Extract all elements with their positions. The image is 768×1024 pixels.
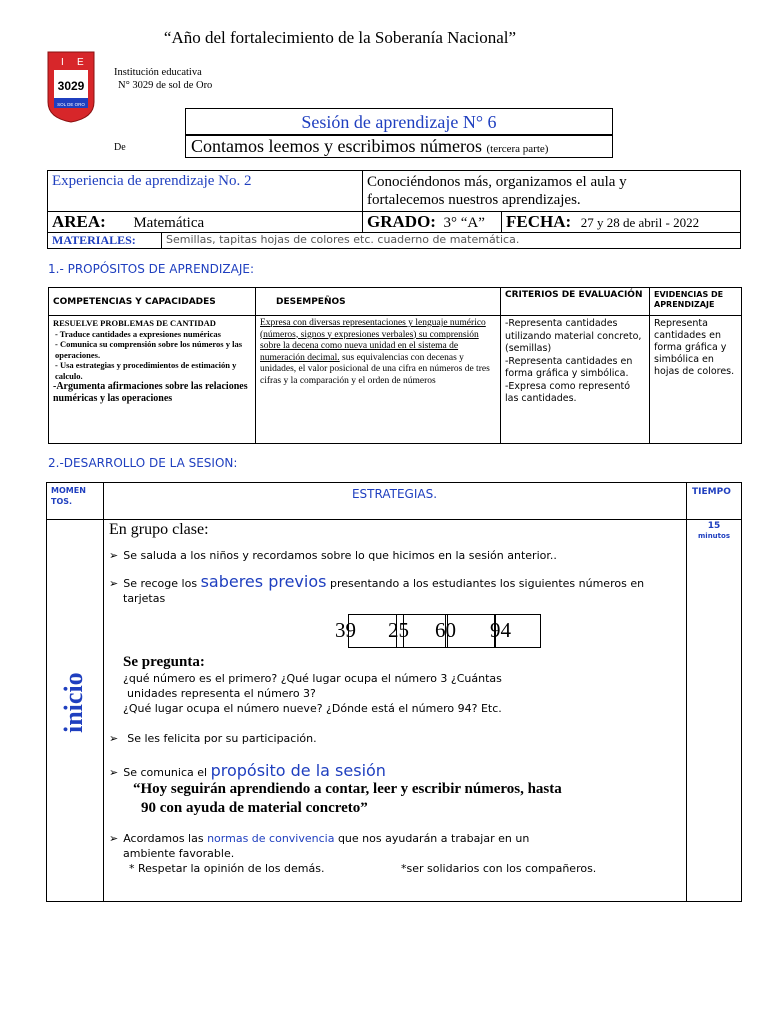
proposito-quote-2: 90 con ayuda de material concreto” — [141, 800, 368, 816]
card-number-3: 60 — [435, 618, 456, 642]
card-number-2: 25 — [388, 618, 409, 642]
experiencia-desc-cell — [363, 171, 741, 212]
section1-heading: 1.- PROPÓSITOS DE APRENDIZAJE: — [48, 262, 255, 276]
info-table — [47, 170, 741, 249]
school-shield-icon — [46, 50, 96, 124]
header-estrategias: ESTRATEGIAS. — [351, 487, 438, 501]
area-cell — [48, 212, 363, 233]
momento-label: inicio — [59, 672, 88, 733]
fecha-cell — [502, 212, 741, 233]
item-saberes — [109, 574, 683, 606]
tiempo-value: 15 — [707, 521, 721, 531]
capacidad-4: -Argumenta afirmaciones sobre las relaciones numéricas y las operaciones — [53, 381, 248, 404]
de-label: De — [114, 142, 126, 153]
estrategias-content — [109, 521, 683, 876]
criterio-1: -Representa cantidades utilizando material concreto, (semillas) — [505, 318, 642, 354]
institution-name — [114, 66, 212, 92]
normas-list — [109, 861, 683, 876]
experiencia-desc-2: fortalecemos nuestros aprendizajes. — [367, 192, 581, 208]
experiencia-desc-1: Conociéndonos más, organizamos el aula y — [367, 174, 627, 190]
pregunta-1: ¿qué número es el primero? ¿Qué lugar ocupa el número 3 ¿Cuántas — [123, 672, 502, 685]
area-label: AREA: — [52, 212, 106, 231]
fecha-value: 27 y 28 de abril - 2022 — [580, 215, 700, 230]
session-topic: Contamos leemos y escribimos números — [191, 136, 482, 156]
logo-band-text: SOL DE ORO — [57, 102, 85, 107]
item-felicita — [109, 732, 683, 745]
grado-value: 3° “A” — [443, 215, 485, 231]
institution-line-2: N° 3029 de sol de Oro — [118, 80, 213, 91]
evidencias-cell: Representa cantidades en forma gráfica y simbólica en hojas de colores. — [650, 316, 742, 444]
session-topic-box — [185, 134, 613, 158]
header-competencias: COMPETENCIAS Y CAPACIDADES — [49, 288, 256, 316]
item-saberes-c: presentando a los estudiantes los siguientes números en tarjetas — [123, 577, 645, 605]
item-normas — [109, 832, 683, 846]
card-number-4: 94 — [490, 618, 511, 642]
grado-label: GRADO: — [367, 212, 436, 231]
criterio-2: -Representa cantidades en forma gráfica y simbólica. — [505, 355, 633, 379]
se-pregunta: Se pregunta: — [123, 654, 205, 670]
item-normas-line-2: ambiente favorable. — [123, 847, 235, 860]
experiencia-cell: Experiencia de aprendizaje No. 2 — [48, 171, 363, 212]
item-saberes-b: saberes previos — [200, 572, 327, 591]
area-value: Matemática — [133, 215, 205, 231]
norma-1: * Respetar la opinión de los demás. — [129, 862, 325, 875]
col-divider-1 — [103, 483, 104, 901]
item-felicita-text: Se les felicita por su participación. — [127, 732, 317, 745]
logo-number: 3029 — [57, 79, 85, 93]
capacidad-2: - Comunica su comprensión sobre los números y las operaciones. — [55, 339, 243, 360]
desarrollo-table — [46, 482, 742, 902]
proposito-quote — [109, 780, 683, 818]
tiempo-cell — [687, 521, 741, 541]
pregunta-2: unidades representa el número 3? — [127, 687, 316, 700]
materiales-value: Semillas, tapitas hojas de colores etc. cuaderno de matemática. — [162, 233, 741, 249]
desempeno-cell — [256, 316, 501, 444]
item-proposito-a: Se comunica el — [123, 766, 211, 779]
item-proposito — [109, 761, 683, 780]
item-saludo-text: Se saluda a los niños y recordamos sobre lo que hicimos en la sesión anterior.. — [123, 549, 557, 562]
capacidad-1: - Traduce cantidades a expresiones numéricas — [55, 328, 221, 339]
document-motto: “Año del fortalecimiento de la Soberanía Nacional” — [163, 28, 517, 47]
competencia-title: RESUELVE PROBLEMAS DE CANTIDAD — [53, 318, 216, 328]
grupo-clase-label: En grupo clase: — [109, 521, 209, 538]
item-proposito-b: propósito de la sesión — [210, 761, 386, 780]
number-cards — [109, 614, 683, 650]
propositos-table — [48, 287, 742, 444]
proposito-quote-1: “Hoy seguirán aprendiendo a contar, leer y escribir números, hasta — [133, 781, 562, 797]
desempeno-underlined: Expresa con diversas representaciones y lenguaje numérico (números, signos y expresiones verbales) su comprensión sobre la decena como nueva unidad en el sistema de numeración decimal. — [260, 318, 486, 363]
header-evidencias: EVIDENCIAS DE APRENDIZAJE — [650, 288, 742, 316]
col-divider-2 — [686, 483, 687, 901]
item-normas-c: que nos ayudarán a trabajar en un — [334, 832, 530, 845]
competencia-cell — [49, 316, 256, 444]
pregunta-3: ¿Qué lugar ocupa el número nueve? ¿Dónde está el número 94? Etc. — [123, 702, 502, 715]
item-normas-b: normas de convivencia — [207, 832, 335, 845]
institution-line-1: Institución educativa — [114, 67, 202, 78]
school-logo — [46, 50, 96, 124]
materiales-label: MATERIALES: — [48, 233, 162, 249]
capacidad-3: - Usa estrategias y procedimientos de estimación y calculo. — [55, 360, 237, 381]
card-number-1: 39 — [335, 618, 356, 642]
item-saludo — [109, 549, 683, 562]
criterios-cell — [501, 316, 650, 444]
logo-letter-e: E — [77, 57, 84, 68]
session-topic-note: (tercera parte) — [486, 143, 549, 155]
logo-letter-i: I — [61, 57, 64, 68]
header-criterios: CRITERIOS DE EVALUACIÓN — [501, 288, 650, 316]
preguntas — [109, 671, 683, 716]
header-tiempo: TIEMPO — [692, 487, 731, 497]
norma-2: *ser solidarios con los compañeros. — [401, 862, 597, 875]
session-title: Sesión de aprendizaje N° 6 — [301, 112, 497, 132]
section2-heading: 2.-DESARROLLO DE LA SESION: — [48, 456, 238, 470]
item-normas-a: Acordamos las — [123, 832, 208, 845]
item-saberes-a: Se recoge los — [123, 577, 201, 590]
criterio-3: -Expresa como representó las cantidades. — [505, 380, 631, 404]
tiempo-unit: minutos — [698, 532, 730, 540]
desempeno-rest: sus equivalencias con decenas y unidades, el valor posicional de una cifra en números de tres cifras y la comparación y el orden de números — [260, 352, 490, 386]
fecha-label: FECHA: — [506, 212, 572, 231]
grado-cell — [363, 212, 502, 233]
session-title-box — [185, 108, 613, 136]
header-momentos: MOMENTOS. — [51, 486, 86, 506]
header-desempenos: DESEMPEÑOS — [256, 288, 501, 316]
